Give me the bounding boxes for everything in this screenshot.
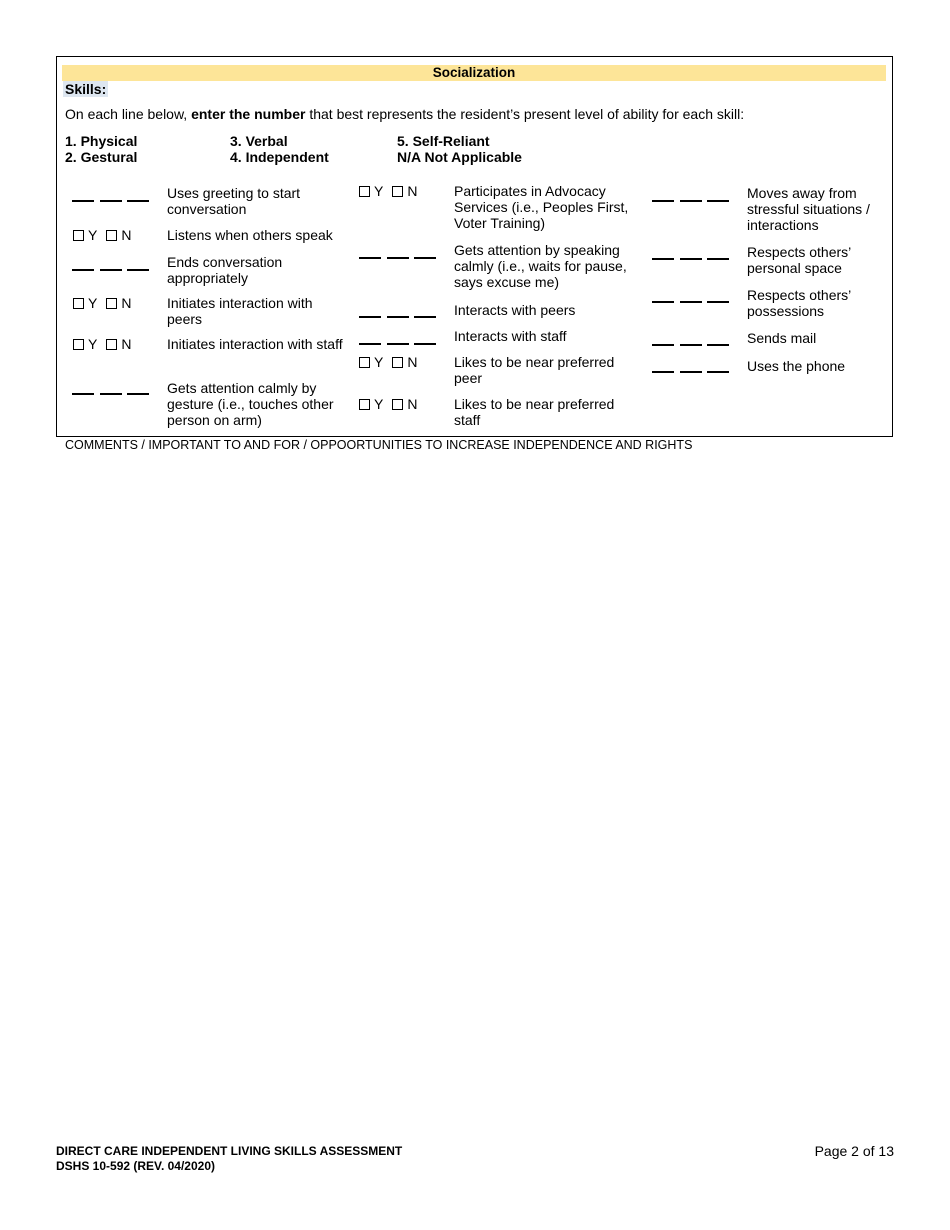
skill-label-attention-speaking: Gets attention by speaking calmly (i.e., waits for pause, says excuse me) <box>454 242 627 290</box>
skill-label-interacts-staff: Interacts with staff <box>454 328 567 344</box>
skill-label-attention-gesture: Gets attention calmly by gesture (i.e., touches other person on arm) <box>167 380 334 428</box>
skill-label-initiates-peers: Initiates interaction with peers <box>167 295 313 327</box>
yn-near-staff: Y N <box>359 397 417 411</box>
score-blank-possessions[interactable] <box>652 301 730 303</box>
score-blank-interacts-staff[interactable] <box>359 343 437 345</box>
page-number: Page 2 of 13 <box>814 1143 894 1159</box>
score-blank-uses-phone[interactable] <box>652 371 730 373</box>
no-checkbox[interactable] <box>392 399 403 410</box>
skill-label-near-peer: Likes to be near preferred peer <box>454 354 615 386</box>
yes-checkbox[interactable] <box>73 230 84 241</box>
scale-physical: 1. Physical <box>65 133 138 149</box>
score-blank-sends-mail[interactable] <box>652 344 730 346</box>
yes-checkbox[interactable] <box>73 298 84 309</box>
yn-initiates-staff: Y N <box>73 337 131 351</box>
score-blank-greeting[interactable] <box>72 200 150 202</box>
comments-label: COMMENTS / IMPORTANT TO AND FOR / OPPOORTUNITIES TO INCREASE INDEPENDENCE AND RIGHTS <box>65 438 693 452</box>
skill-label-interacts-peers: Interacts with peers <box>454 302 576 318</box>
skill-label-near-staff: Likes to be near preferred staff <box>454 396 615 428</box>
skill-label-greeting: Uses greeting to start conversation <box>167 185 301 217</box>
yes-checkbox[interactable] <box>73 339 84 350</box>
score-blank-moves-away[interactable] <box>652 200 730 202</box>
scale-not-applicable: N/A Not Applicable <box>397 149 522 165</box>
skill-label-personal-space: Respects others’ personal space <box>747 244 851 276</box>
yn-initiates-peers: Y N <box>73 296 131 310</box>
score-blank-attention-gesture[interactable] <box>72 393 150 395</box>
form-title: DIRECT CARE INDEPENDENT LIVING SKILLS ASSESSMENT <box>56 1144 403 1158</box>
score-blank-attention-speaking[interactable] <box>359 257 437 259</box>
skill-label-advocacy: Participates in Advocacy Services (i.e., Peoples First, Voter Training) <box>454 183 629 231</box>
scale-independent: 4. Independent <box>230 149 329 165</box>
section-title: Socialization <box>62 65 886 81</box>
score-blank-ends-conversation[interactable] <box>72 269 150 271</box>
no-checkbox[interactable] <box>106 298 117 309</box>
skill-label-listens: Listens when others speak <box>167 227 333 243</box>
score-blank-personal-space[interactable] <box>652 258 730 260</box>
skill-label-initiates-staff: Initiates interaction with staff <box>167 336 343 352</box>
scale-self-reliant: 5. Self-Reliant <box>397 133 490 149</box>
scale-verbal: 3. Verbal <box>230 133 288 149</box>
skill-label-uses-phone: Uses the phone <box>747 358 846 374</box>
yes-checkbox[interactable] <box>359 399 370 410</box>
no-checkbox[interactable] <box>392 186 403 197</box>
yes-checkbox[interactable] <box>359 357 370 368</box>
skill-label-ends-conversation: Ends conversation appropriately <box>167 254 283 286</box>
form-number: DSHS 10-592 (REV. 04/2020) <box>56 1159 215 1173</box>
yn-near-peer: Y N <box>359 355 417 369</box>
yes-checkbox[interactable] <box>359 186 370 197</box>
yn-advocacy: Y N <box>359 184 417 198</box>
scale-gestural: 2. Gestural <box>65 149 138 165</box>
no-checkbox[interactable] <box>106 339 117 350</box>
instruction-text: On each line below, enter the number that best represents the resident’s present level of ability for each skill: <box>65 106 745 122</box>
score-blank-interacts-peers[interactable] <box>359 316 437 318</box>
skills-label: Skills: <box>65 81 107 97</box>
footer-form-info <box>56 1144 402 1174</box>
skill-label-possessions: Respects others’ possessions <box>747 287 851 319</box>
no-checkbox[interactable] <box>106 230 117 241</box>
no-checkbox[interactable] <box>392 357 403 368</box>
skill-label-moves-away: Moves away from stressful situations / interactions <box>747 185 870 233</box>
yn-listens: Y N <box>73 228 131 242</box>
skill-label-sends-mail: Sends mail <box>747 330 817 346</box>
